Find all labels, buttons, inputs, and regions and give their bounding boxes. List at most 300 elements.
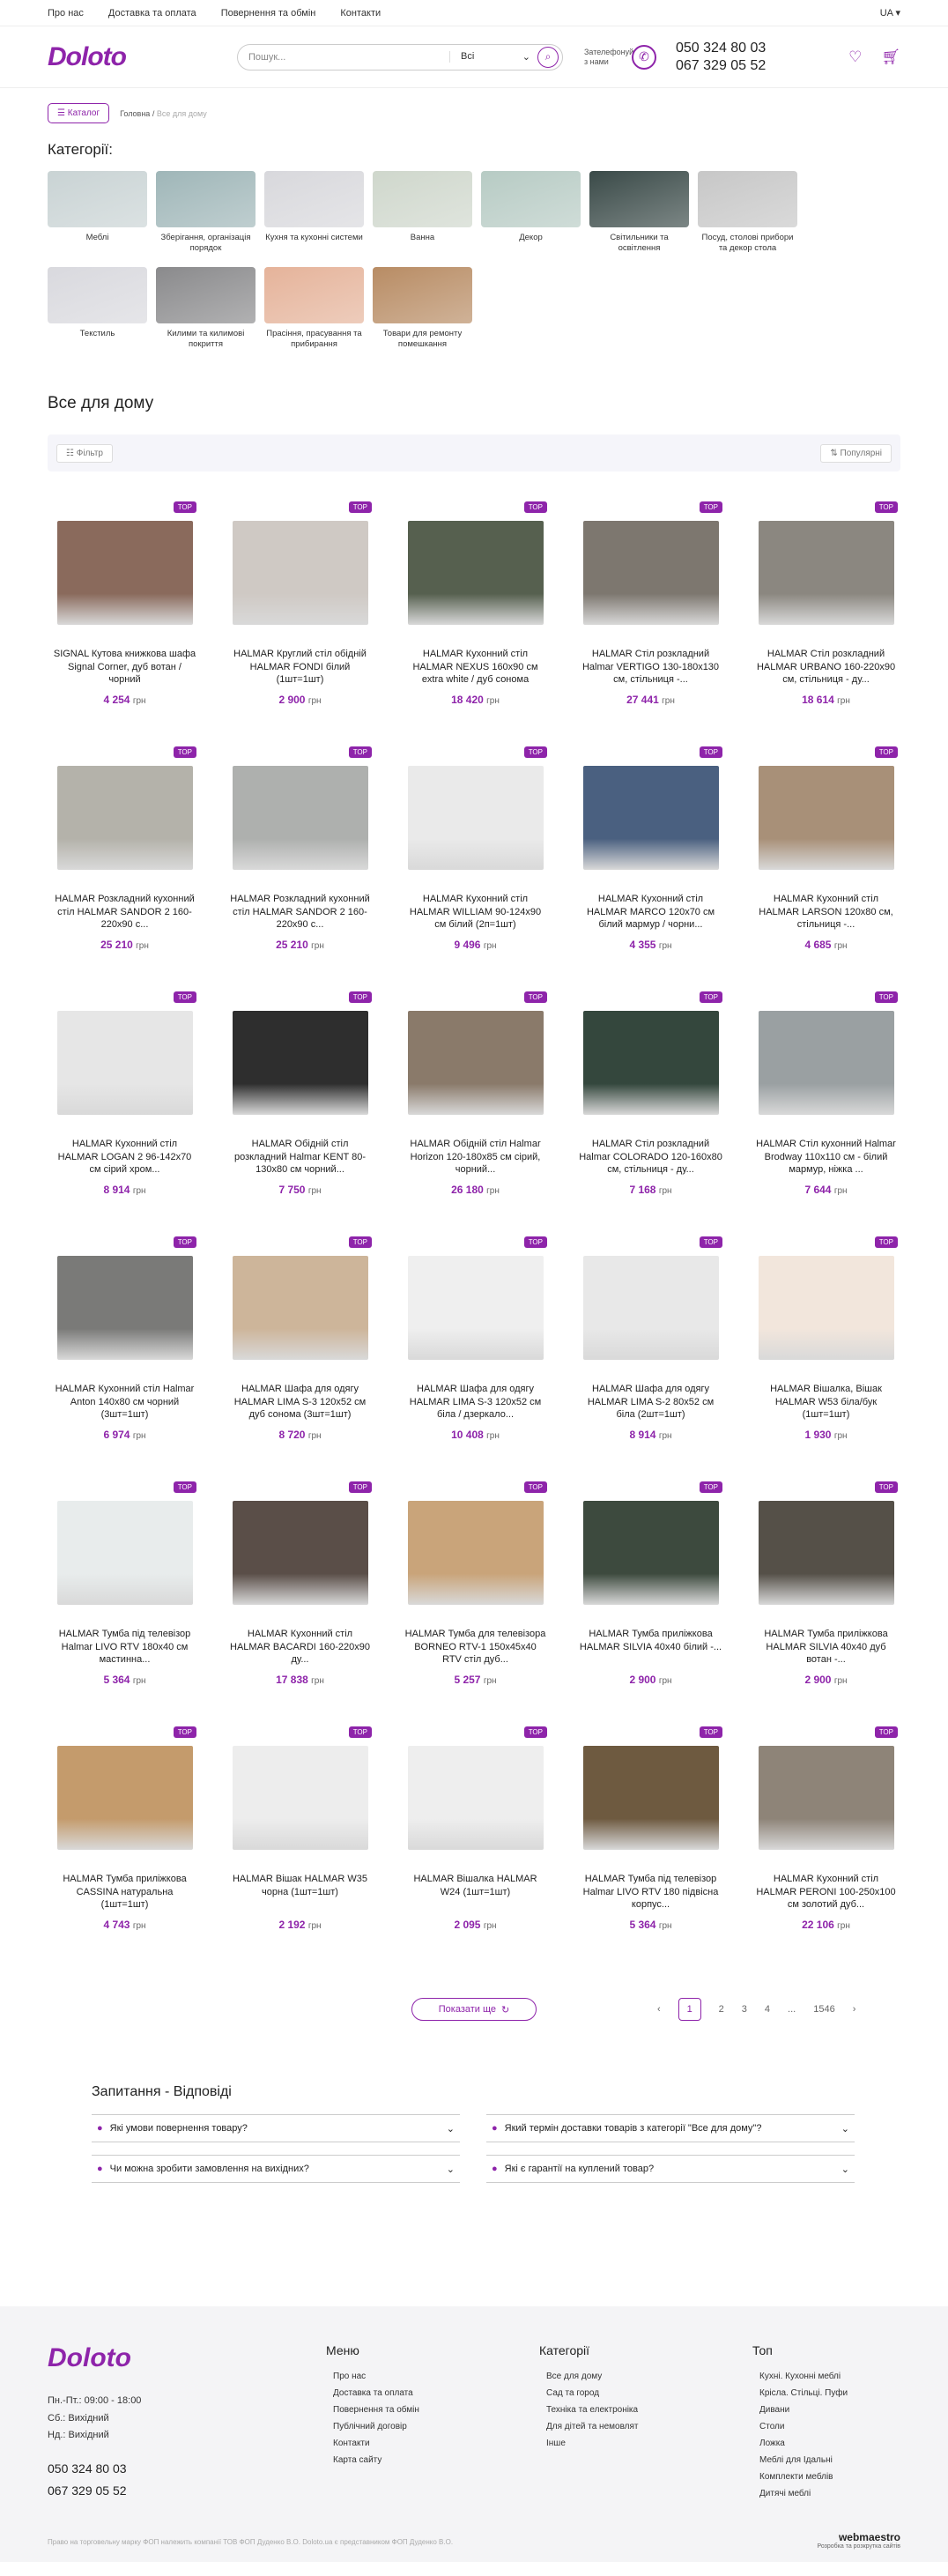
price-value: 8 914: [103, 1184, 130, 1197]
footer-top-title: Топ: [752, 2343, 773, 2358]
product-card[interactable]: [574, 1235, 728, 1480]
footer-top-link[interactable]: Дитячі меблі: [759, 2489, 811, 2499]
product-image[interactable]: [583, 521, 719, 625]
page-link[interactable]: 3: [741, 2004, 747, 2016]
search-bar: [237, 44, 563, 71]
top-badge: TOP: [524, 1481, 547, 1493]
price-value: 7 644: [804, 1184, 832, 1197]
product-name[interactable]: HALMAR Кухонний стіл HALMAR PERONI 100-250х100 см золотий дуб...: [756, 1874, 896, 1910]
filter-button[interactable]: [56, 444, 113, 463]
category-label: Меблі: [85, 233, 109, 242]
product-price: [749, 1674, 903, 1686]
price-value: 8 720: [278, 1429, 306, 1442]
price-currency: грн: [833, 941, 848, 952]
product-price: [749, 939, 903, 951]
category-card[interactable]: [373, 171, 472, 255]
product-image[interactable]: [57, 1746, 193, 1850]
product-image[interactable]: [408, 521, 544, 625]
product-card[interactable]: [48, 990, 202, 1235]
product-price: [398, 694, 552, 706]
product-name[interactable]: HALMAR Кухонний стіл Halmar Anton 140х80 см чорний (3шт=1шт): [55, 1384, 195, 1420]
product-image[interactable]: [759, 766, 894, 870]
product-card[interactable]: [48, 745, 202, 990]
footer-menu-link[interactable]: Карта сайту: [333, 2455, 382, 2466]
product-card[interactable]: [749, 500, 903, 745]
faq-item[interactable]: [486, 2114, 855, 2142]
category-card[interactable]: [264, 267, 364, 351]
top-badge: TOP: [875, 1236, 898, 1248]
price-currency: грн: [307, 1431, 322, 1442]
product-card[interactable]: [749, 1480, 903, 1725]
category-card[interactable]: [589, 171, 689, 255]
page-link[interactable]: 1546: [813, 2004, 835, 2016]
search-scope-value: Всі: [461, 51, 475, 62]
show-more-button[interactable]: [411, 1998, 537, 2021]
product-name[interactable]: HALMAR Розкладний кухонний стіл HALMAR SANDOR 2 160-220х90 с...: [55, 894, 195, 930]
catalog-button-label: Каталог: [67, 108, 100, 118]
top-badge: TOP: [349, 501, 372, 513]
product-image[interactable]: [408, 1011, 544, 1115]
price-currency: грн: [658, 1186, 672, 1197]
price-currency: грн: [132, 1921, 146, 1932]
footer-top-link[interactable]: Меблі для Ідальні: [759, 2455, 833, 2466]
product-price: [48, 1184, 202, 1196]
product-image[interactable]: [233, 1256, 368, 1360]
price-value: 2 095: [454, 1919, 481, 1932]
top-badge: TOP: [875, 1726, 898, 1738]
product-price: [574, 1674, 728, 1686]
price-value: 18 614: [802, 694, 834, 707]
product-image[interactable]: [233, 1746, 368, 1850]
product-card[interactable]: [749, 990, 903, 1235]
product-image[interactable]: [233, 521, 368, 625]
category-image: [264, 267, 364, 323]
header-phones: [676, 40, 766, 75]
category-label: Прасіння, прасування та прибирання: [266, 328, 362, 350]
product-card[interactable]: [223, 1480, 377, 1725]
product-price: [223, 939, 377, 951]
header-phone-2[interactable]: 067 329 05 52: [676, 57, 767, 73]
top-badge: TOP: [174, 1726, 196, 1738]
product-name[interactable]: HALMAR Кухонний стіл HALMAR MARCO 120х70 см білий мармур / чорни...: [586, 894, 715, 930]
category-card[interactable]: [156, 171, 256, 255]
product-image[interactable]: [57, 1256, 193, 1360]
product-price: [398, 1919, 552, 1931]
sort-button[interactable]: [820, 444, 892, 463]
price-currency: грн: [311, 941, 324, 952]
price-value: 18 420: [451, 694, 484, 707]
product-card[interactable]: [574, 745, 728, 990]
top-nav-link[interactable]: Доставка та оплата: [107, 7, 196, 19]
product-name[interactable]: HALMAR Кухонний стіл HALMAR NEXUS 160х90 см extra white / дуб сонома: [412, 649, 538, 685]
footer-top-link[interactable]: Столи: [759, 2422, 785, 2432]
top-nav-link[interactable]: Про нас: [48, 7, 84, 19]
product-price: [223, 1919, 377, 1931]
pagination-row: [0, 1996, 948, 2023]
price-value: 6 974: [103, 1429, 130, 1442]
chevron-down-icon: ⌄: [446, 2123, 455, 2134]
category-label: Ванна: [410, 233, 435, 242]
product-name[interactable]: HALMAR Стіл розкладний Halmar COLORADO 120-160х80 см, стільниця - ду...: [579, 1139, 722, 1175]
category-card[interactable]: [481, 171, 581, 255]
faq-item[interactable]: [486, 2155, 855, 2183]
footer-menu-link[interactable]: Про нас: [333, 2372, 367, 2382]
product-price: [574, 939, 728, 951]
product-name[interactable]: HALMAR Шафа для одягу HALMAR LIMA S-2 80х52 см біла (2шт=1шт): [587, 1384, 715, 1420]
price-value: 9 496: [454, 939, 481, 952]
developer-logo[interactable]: [817, 2531, 900, 2550]
product-name[interactable]: HALMAR Вішак HALMAR W35 чорна (1шт=1шт): [232, 1874, 367, 1897]
category-image: [264, 171, 364, 227]
product-card[interactable]: [48, 1725, 202, 1970]
top-badge: TOP: [349, 746, 372, 758]
product-card[interactable]: [48, 500, 202, 745]
product-card[interactable]: [574, 1725, 728, 1970]
product-card[interactable]: [48, 1480, 202, 1725]
footer-menu-title: Меню: [326, 2343, 359, 2358]
price-currency: грн: [132, 1676, 146, 1687]
product-name[interactable]: HALMAR Кухонний стіл HALMAR LOGAN 2 96-142х70 см сірий хром...: [57, 1139, 192, 1175]
top-badge: TOP: [174, 991, 196, 1003]
page-link[interactable]: 4: [764, 2004, 771, 2016]
product-price: [398, 939, 552, 951]
category-card[interactable]: [48, 171, 147, 255]
price-currency: грн: [307, 696, 322, 707]
product-image[interactable]: [408, 1746, 544, 1850]
footer-category-link[interactable]: Сад та город: [546, 2388, 600, 2399]
product-name[interactable]: HALMAR Розкладний кухонний стіл HALMAR SANDOR 2 160-220х90 с...: [230, 894, 370, 930]
chevron-down-icon: ⌄: [841, 2123, 849, 2134]
prev-page-button[interactable]: ‹: [657, 2004, 661, 2016]
top-badge: TOP: [524, 746, 547, 758]
footer-categories: [539, 2343, 752, 2502]
product-card[interactable]: [223, 990, 377, 1235]
category-label: Кухня та кухонні системи: [265, 233, 363, 242]
product-price: [223, 1184, 377, 1196]
product-image[interactable]: [759, 1746, 894, 1850]
top-badge: TOP: [174, 746, 196, 758]
price-value: 26 180: [451, 1184, 484, 1197]
search-input[interactable]: Пошук...: [248, 51, 286, 63]
search-icon: ⌕: [544, 50, 552, 63]
product-card[interactable]: [398, 990, 552, 1235]
product-name[interactable]: HALMAR Тумба під телевізор Halmar LIVO RTV 180х40 см мастинна...: [58, 1629, 191, 1665]
product-card[interactable]: [574, 500, 728, 745]
bullet-icon: ●: [492, 2123, 498, 2134]
category-image: [698, 171, 797, 227]
product-price: [48, 939, 202, 951]
footer-menu: [326, 2343, 539, 2502]
category-label: Товари для ремонту помешкання: [382, 328, 463, 350]
page-link: ...: [788, 2004, 796, 2016]
price-currency: грн: [658, 1921, 672, 1932]
product-image[interactable]: [583, 1011, 719, 1115]
price-currency: грн: [311, 1676, 324, 1687]
pagination: [657, 1998, 855, 2021]
price-currency: грн: [486, 1431, 500, 1442]
top-badge: TOP: [875, 746, 898, 758]
product-card[interactable]: [48, 1235, 202, 1480]
top-badge: TOP: [349, 991, 372, 1003]
product-name[interactable]: HALMAR Кухонний стіл HALMAR BACARDI 160-220х90 ду...: [230, 1629, 370, 1665]
top-badge: TOP: [524, 1726, 547, 1738]
category-image: [373, 171, 472, 227]
product-name[interactable]: SIGNAL Кутова книжкова шафа Signal Corner, дуб вотан / чорний: [53, 649, 196, 685]
top-bar: [0, 0, 948, 26]
price-value: 7 168: [629, 1184, 656, 1197]
bullet-icon: ●: [97, 2123, 103, 2134]
developer-name: webmaestro: [838, 2531, 900, 2544]
category-label: Зберігання, організація порядок: [160, 233, 251, 254]
refresh-icon: ↻: [501, 2004, 510, 2016]
price-currency: грн: [483, 1921, 497, 1932]
product-price: [574, 1429, 728, 1441]
product-name[interactable]: HALMAR Шафа для одягу HALMAR LIMA S-3 120х52 см дуб сонома (3шт=1шт): [233, 1384, 367, 1420]
product-image[interactable]: [408, 1256, 544, 1360]
product-price: [398, 1674, 552, 1686]
hours-line: Нд.: Вихідний: [48, 2429, 109, 2440]
price-currency: грн: [132, 1186, 146, 1197]
top-badge: TOP: [700, 501, 722, 513]
header: [0, 26, 948, 88]
price-currency: грн: [662, 696, 675, 707]
product-name[interactable]: HALMAR Тумба приліжкова HALMAR SILVIA 40х40 дуб вотан -...: [764, 1629, 888, 1665]
product-name[interactable]: HALMAR Стіл кухонний Halmar Brodway 110х110 см - білий мармур, ніжка ...: [756, 1139, 896, 1175]
product-name[interactable]: HALMAR Тумба для телевізора BORNEO RTV-1 150х45х40 RTV стіл дуб...: [404, 1629, 546, 1665]
product-name[interactable]: HALMAR Кухонний стіл HALMAR LARSON 120х80 см, стільниця -...: [759, 894, 893, 930]
price-currency: грн: [837, 1921, 850, 1932]
logo[interactable]: Doloto: [48, 41, 126, 71]
category-image: [48, 267, 147, 323]
faq-question-text: Які умови повернення товару?: [109, 2123, 248, 2134]
footer-menu-link[interactable]: Контакти: [333, 2439, 370, 2449]
product-grid: [0, 500, 948, 1970]
price-value: 5 364: [629, 1919, 656, 1932]
top-badge: TOP: [700, 746, 722, 758]
language-switcher[interactable]: [880, 7, 900, 19]
footer-top-link[interactable]: Комплекти меблів: [759, 2472, 833, 2483]
top-nav-link[interactable]: Контакти: [340, 7, 381, 19]
price-currency: грн: [483, 941, 497, 952]
top-badge: TOP: [700, 1236, 722, 1248]
faq-section: [0, 2084, 948, 2183]
category-image: [589, 171, 689, 227]
product-name[interactable]: HALMAR Круглий стіл обідній HALMAR FONDI білий (1шт=1шт): [233, 649, 367, 685]
heart-icon[interactable]: ♡: [848, 48, 863, 65]
product-image[interactable]: [408, 1501, 544, 1605]
faq-question: [492, 2164, 654, 2174]
product-price: [48, 694, 202, 706]
product-card[interactable]: [398, 500, 552, 745]
product-price: [398, 1184, 552, 1196]
product-name[interactable]: HALMAR Кухонний стіл HALMAR WILLIAM 90-124х90 см білий (2п=1шт): [409, 894, 542, 930]
search-button[interactable]: [537, 47, 559, 68]
page-link[interactable]: 1: [678, 1998, 701, 2021]
product-card[interactable]: [223, 1235, 377, 1480]
footer-category-link[interactable]: Все для дому: [546, 2372, 603, 2382]
category-image: [156, 267, 256, 323]
price-value: 10 408: [451, 1429, 484, 1442]
top-nav-link[interactable]: Повернення та обмін: [220, 7, 316, 19]
product-image[interactable]: [583, 1501, 719, 1605]
product-price: [48, 1429, 202, 1441]
breadcrumb-home[interactable]: Головна: [120, 108, 151, 118]
product-price: [574, 694, 728, 706]
price-value: 7 750: [278, 1184, 306, 1197]
hours-line: Сб.: Вихідний: [48, 2412, 109, 2424]
categories-grid: [0, 171, 948, 350]
product-image[interactable]: [233, 1011, 368, 1115]
product-image[interactable]: [233, 1501, 368, 1605]
footer-categories-title: Категорії: [539, 2343, 590, 2358]
product-image[interactable]: [759, 521, 894, 625]
product-card[interactable]: [398, 1480, 552, 1725]
product-image[interactable]: [408, 766, 544, 870]
footer-phone[interactable]: 050 324 80 03: [48, 2461, 127, 2476]
footer-top-link[interactable]: Ложка: [759, 2439, 785, 2449]
product-image[interactable]: [759, 1501, 894, 1605]
sort-label: Популярні: [840, 448, 882, 458]
product-price: [574, 1184, 728, 1196]
product-card[interactable]: [223, 1725, 377, 1970]
product-card[interactable]: [223, 500, 377, 745]
product-image[interactable]: [759, 1011, 894, 1115]
category-label: Декор: [519, 233, 543, 242]
price-currency: грн: [132, 1431, 146, 1442]
footer-menu-link[interactable]: Доставка та оплата: [333, 2388, 413, 2399]
filter-label: Фільтр: [76, 448, 103, 458]
product-card[interactable]: [749, 745, 903, 990]
top-badge: TOP: [700, 1726, 722, 1738]
product-image[interactable]: [57, 1501, 193, 1605]
price-value: 4 685: [804, 939, 832, 952]
breadcrumb: Головна / Все для дому: [120, 108, 207, 118]
top-badge: TOP: [349, 1726, 372, 1738]
product-card[interactable]: [749, 1725, 903, 1970]
price-value: 22 106: [802, 1919, 834, 1932]
developer-subtitle: Розробка та розкрутка сайтів: [817, 2543, 900, 2550]
product-image[interactable]: [233, 766, 368, 870]
price-currency: грн: [833, 1676, 848, 1687]
product-name[interactable]: HALMAR Тумба під телевізор Halmar LIVO RTV 180 підвісна корпус...: [582, 1874, 719, 1910]
footer-category-link[interactable]: Для дітей та немовлят: [546, 2422, 639, 2432]
faq-list: [92, 2114, 856, 2183]
top-badge: TOP: [174, 1236, 196, 1248]
categories-title: Категорії:: [48, 141, 113, 158]
product-image[interactable]: [583, 1746, 719, 1850]
footer-menu-link[interactable]: Повернення та обмін: [333, 2405, 419, 2416]
footer: [0, 2306, 948, 2562]
catalog-button[interactable]: [48, 103, 109, 123]
page-title: Все для дому: [48, 394, 154, 413]
category-image: [156, 171, 256, 227]
breadcrumb-row: [0, 103, 948, 123]
product-image[interactable]: [57, 521, 193, 625]
product-name[interactable]: HALMAR Шафа для одягу HALMAR LIMA S-3 120х52 см біла / дзеркало...: [409, 1384, 542, 1420]
product-card[interactable]: [223, 745, 377, 990]
product-image[interactable]: [57, 766, 193, 870]
page-link[interactable]: 2: [718, 2004, 724, 2016]
product-card[interactable]: [398, 1235, 552, 1480]
category-image: [481, 171, 581, 227]
top-badge: TOP: [700, 991, 722, 1003]
category-card[interactable]: [698, 171, 797, 255]
product-card[interactable]: [574, 1480, 728, 1725]
product-price: [749, 1919, 903, 1931]
product-image[interactable]: [57, 1011, 193, 1115]
faq-question: [492, 2123, 761, 2134]
chevron-down-icon: ⌄: [522, 52, 530, 63]
product-name[interactable]: HALMAR Обідній стіл Halmar Horizon 120-180х85 см сірий, чорний...: [410, 1139, 541, 1175]
filter-icon: ☷: [66, 448, 74, 458]
product-name[interactable]: HALMAR Вішалка HALMAR W24 (1шт=1шт): [413, 1874, 537, 1897]
product-name[interactable]: HALMAR Тумба приліжкова HALMAR SILVIA 40х40 білий -...: [579, 1629, 722, 1652]
footer-logo[interactable]: Doloto: [48, 2343, 131, 2373]
product-name[interactable]: HALMAR Стіл розкладний HALMAR URBANO 160-220х90 см, стільниця - ду...: [756, 649, 896, 685]
product-image[interactable]: [583, 766, 719, 870]
category-card[interactable]: [156, 267, 256, 351]
product-card[interactable]: [398, 745, 552, 990]
price-value: 2 192: [278, 1919, 306, 1932]
price-currency: грн: [307, 1921, 322, 1932]
faq-item[interactable]: [92, 2114, 460, 2142]
price-currency: грн: [658, 1431, 672, 1442]
product-name[interactable]: HALMAR Обідній стіл розкладний Halmar KENT 80-130х80 см чорний...: [233, 1139, 367, 1175]
footer-menu-link[interactable]: Публічний договір: [333, 2422, 407, 2432]
breadcrumb-current: Все для дому: [156, 108, 207, 118]
phone-icon[interactable]: ✆: [632, 45, 656, 70]
category-image: [48, 171, 147, 227]
product-card[interactable]: [574, 990, 728, 1235]
hours-line: Пн.-Пт.: 09:00 - 18:00: [48, 2395, 142, 2407]
footer-top-link[interactable]: Дивани: [759, 2405, 790, 2416]
product-image[interactable]: [759, 1256, 894, 1360]
price-value: 1 930: [804, 1429, 832, 1442]
footer-top-link[interactable]: Кухні. Кухонні меблі: [759, 2372, 841, 2382]
product-price: [398, 1429, 552, 1441]
footer-category-link[interactable]: Техніка та електроніка: [546, 2405, 639, 2416]
category-card[interactable]: [373, 267, 472, 351]
bullet-icon: ●: [492, 2164, 498, 2175]
header-phone-1[interactable]: 050 324 80 03: [676, 40, 767, 56]
next-page-button[interactable]: ›: [852, 2004, 856, 2016]
top-badge: TOP: [349, 1236, 372, 1248]
faq-item[interactable]: [92, 2155, 460, 2183]
product-price: [223, 1429, 377, 1441]
product-image[interactable]: [583, 1256, 719, 1360]
cart-icon[interactable]: 🛒︎: [881, 48, 900, 65]
menu-icon: ☰: [57, 108, 65, 118]
top-badge: TOP: [524, 501, 547, 513]
product-name[interactable]: HALMAR Стіл розкладний Halmar VERTIGO 130-180х130 см, стільниця -...: [581, 649, 720, 685]
price-currency: грн: [833, 1431, 848, 1442]
product-card[interactable]: [749, 1235, 903, 1480]
search-scope-select[interactable]: [449, 51, 537, 63]
category-label: Килими та килимові покриття: [167, 328, 245, 350]
price-value: 2 900: [629, 1674, 656, 1687]
category-card[interactable]: [48, 267, 147, 351]
product-name[interactable]: HALMAR Вішалка, Вішак HALMAR W53 біла/бук (1шт=1шт): [770, 1384, 882, 1420]
footer-category-link[interactable]: Інше: [546, 2439, 566, 2449]
footer-phone[interactable]: 067 329 05 52: [48, 2483, 127, 2498]
price-value: 5 364: [103, 1674, 130, 1687]
footer-top-link[interactable]: Крісла. Стільці. Пуфи: [759, 2388, 848, 2399]
product-name[interactable]: HALMAR Тумба приліжкова CASSINA натуральна (1шт=1шт): [63, 1874, 187, 1910]
product-card[interactable]: [398, 1725, 552, 1970]
price-value: 5 257: [454, 1674, 481, 1687]
category-card[interactable]: [264, 171, 364, 255]
price-currency: грн: [136, 941, 149, 952]
